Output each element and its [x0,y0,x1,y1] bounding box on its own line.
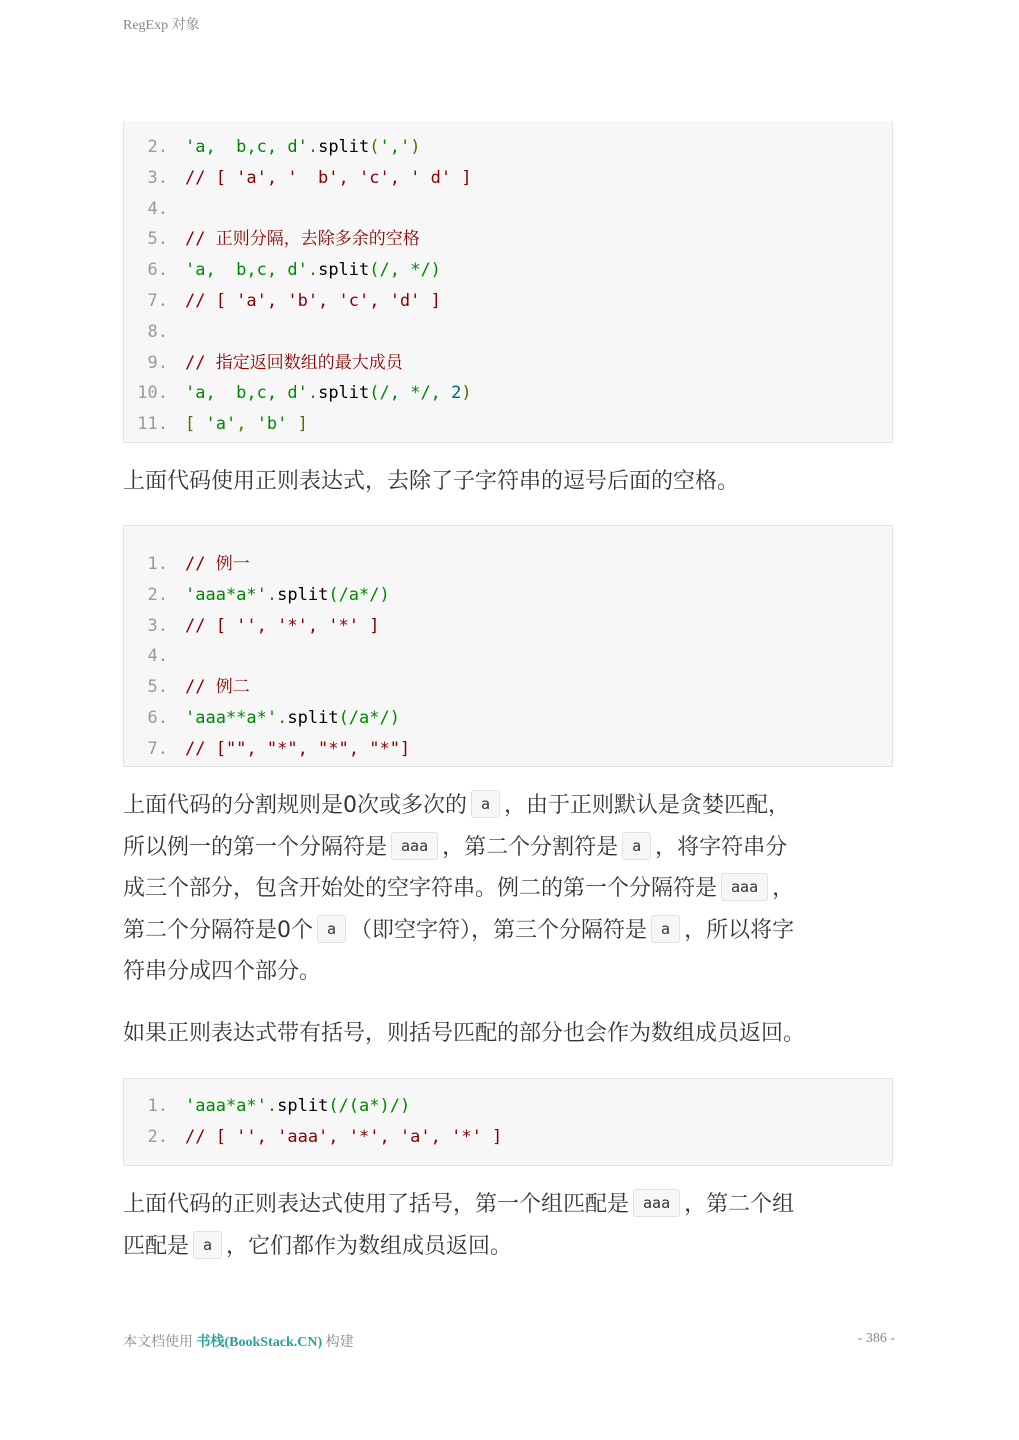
page-number: - 386 - [857,1331,895,1346]
code-token: ) [410,137,421,157]
text-segment: ，由于正则默认是贪婪匹配， [504,793,791,818]
text-line [123,1184,895,1226]
code-token: split [318,383,370,404]
line-number: 11. [137,414,168,435]
code-text [185,737,410,761]
code-token: // [ 'a', ' b', 'c', ' d' ] [185,167,472,188]
line-number: 6. [147,260,168,281]
code-token: // ["", "*", "*", "*"] [185,738,411,759]
line-number: 3. [147,167,168,188]
inline-code: aaa [633,1189,680,1217]
inline-code: a [317,915,346,943]
code-token: // 指定返回数组的最大成员 [185,352,403,373]
code-token: , [236,414,257,435]
line-number: 4. [147,646,168,667]
code-text [185,614,379,638]
code-text [185,135,420,159]
text-segment: （即空字符），第三个分隔符是 [350,917,648,943]
code-token: // [ 'a', 'b', 'c', 'd' ] [185,291,441,311]
code-block [123,121,893,443]
text-segment: 所以例一的第一个分隔符是 [123,834,388,860]
paragraph [123,785,895,993]
code-text [185,675,250,699]
text-line [123,951,895,993]
line-number: 7. [147,291,168,311]
line-number: 4. [147,198,168,219]
code-token: 'b' [256,414,288,435]
text-segment: ，将字符串分 [655,834,788,860]
code-token: ) [461,383,472,404]
text-segment: ， [772,876,795,901]
line-number: 7. [147,738,168,759]
inline-code: a [651,915,680,943]
code-token: // [ '', '*', '*' ] [185,615,380,636]
code-text [185,706,400,730]
code-token: split [277,1096,329,1116]
code-text [185,412,308,436]
code-token: . [266,1096,278,1116]
inline-code: aaa [721,873,768,901]
inline-code: a [622,832,651,860]
code-token: (/, */, [369,383,452,404]
text-segment: 匹配是 [123,1233,190,1259]
code-token: // [ '', 'aaa', '*', 'a', '*' ] [185,1126,503,1147]
line-number: 2. [147,1126,168,1147]
code-token: 'aaa*a*' [185,1096,267,1116]
code-token: 2 [451,383,462,404]
code-token: // 例二 [185,677,250,698]
footer-suffix: 构建 [325,1335,354,1350]
code-token: . [307,137,319,157]
code-text [185,552,250,576]
text-segment: ，第二个分割符是 [442,834,619,860]
code-token: ',' [379,137,411,157]
code-token: split [277,584,329,605]
line-number: 8. [147,321,168,342]
code-token: (/, */) [369,260,441,281]
code-token: split [318,260,370,281]
footer-credit [123,1331,354,1351]
code-token: 'a, b,c, d' [185,137,308,157]
text-segment: 符串分成四个部分。 [123,959,322,984]
text-segment: 成三个部分，包含开始处的空字符串。例二的第一个分隔符是 [123,876,718,901]
line-number: 1. [147,554,168,574]
inline-code: aaa [391,832,438,860]
code-token: 'a, b,c, d' [185,260,308,281]
code-text [185,289,441,313]
code-token: (/a*/) [328,584,390,605]
text-segment: 第二个分隔符是0个 [123,917,313,943]
line-number: 3. [147,615,168,636]
text-line [123,827,895,869]
line-number: 10. [137,383,168,404]
text-line [123,785,895,827]
text-segment: 上面代码的分割规则是0次或多次的 [123,793,467,818]
code-token: . [307,260,319,281]
line-number: 6. [147,708,168,728]
code-token: 'aaa*a*' [185,584,267,605]
line-number: 2. [147,137,168,157]
code-block [123,525,893,767]
text-segment: 上面代码的正则表达式使用了括号，第一个组匹配是 [123,1192,630,1217]
bookstack-link[interactable]: 书栈(BookStack.CN) [196,1335,323,1350]
line-number: 5. [147,229,168,250]
code-token: [ [185,414,206,435]
running-header: RegExp 对象 [123,18,200,33]
code-text [185,381,472,405]
text-line [123,1226,895,1268]
code-token: ] [287,414,308,435]
code-token: 'aaa**a*' [185,708,278,728]
code-text [185,166,472,190]
code-token: ( [369,137,380,157]
code-token: . [266,584,278,605]
line-number: 9. [147,352,168,373]
code-token: . [277,708,288,728]
line-number: 2. [147,584,168,605]
paragraph: 如果正则表达式带有括号，则括号匹配的部分也会作为数组成员返回。 [123,1021,806,1046]
code-text [185,227,420,251]
code-text [185,1094,410,1118]
code-token: (/(a*)/) [328,1096,411,1116]
text-segment: ，第二个组 [684,1192,795,1217]
code-text [185,1125,502,1149]
line-number: 5. [147,677,168,698]
line-number: 1. [147,1096,168,1116]
code-block [123,1078,893,1166]
code-token: // 正则分隔，去除多余的空格 [185,229,420,250]
paragraph [123,1184,895,1267]
code-text [185,583,390,607]
footer-prefix: 本文档使用 [123,1335,193,1350]
code-text [185,258,441,282]
code-token: . [307,383,319,404]
code-text [185,351,403,375]
text-segment: ，所以将字 [684,917,795,943]
code-token: split [318,137,370,157]
code-token: split [287,708,339,728]
text-segment: ，它们都作为数组成员返回。 [226,1233,513,1259]
text-line [123,868,895,910]
text-line [123,910,895,952]
code-token: (/a*/) [338,708,400,728]
code-token: 'a' [205,414,237,435]
code-token: // 例一 [185,554,250,574]
code-token: 'a, b,c, d' [185,383,308,404]
paragraph: 上面代码使用正则表达式，去除了子字符串的逗号后面的空格。 [123,469,740,494]
inline-code: a [471,790,500,818]
inline-code: a [193,1231,222,1259]
